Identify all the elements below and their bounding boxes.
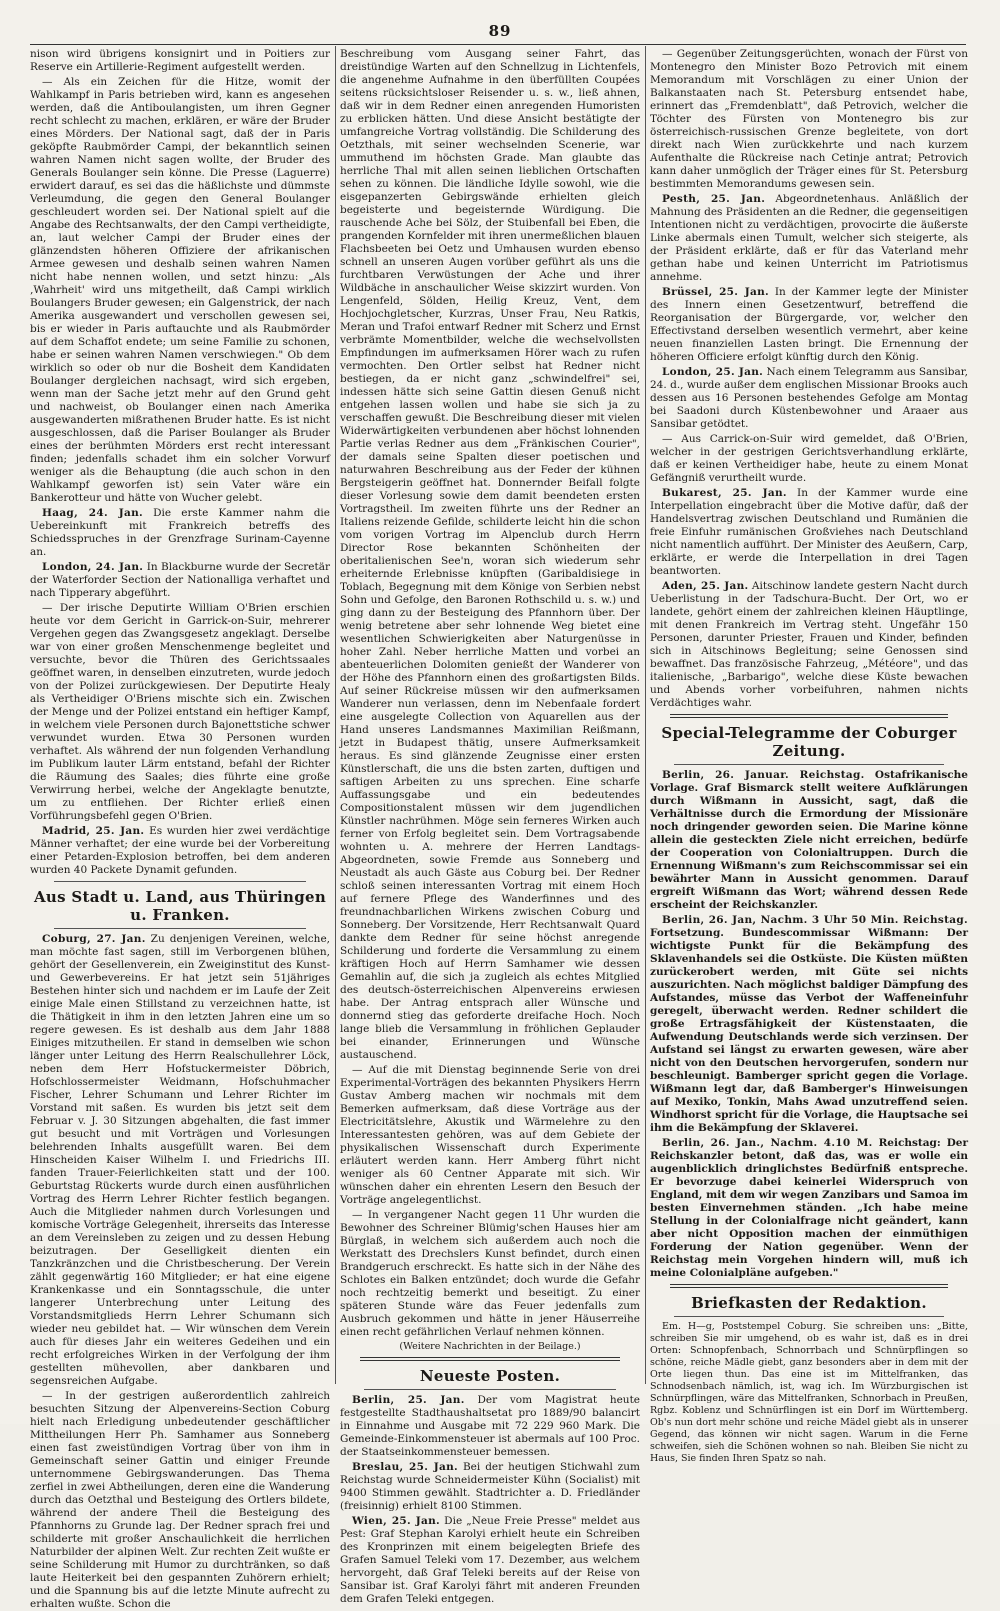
section-rule [54, 928, 306, 929]
dateline: Bukarest, 25. Jan. [662, 487, 787, 499]
dateline: Madrid, 25. Jan. [42, 825, 145, 837]
dateline: Breslau, 25. Jan. [352, 1461, 459, 1473]
news-text: Zu denjenigen Vereinen, welche, man möchte fast sagen, still im Verborgenen blühen, gehört der Gesellenverein, ein Zweiginstitut des Kunst- und Gewerbevereins. Er hat jetzt sein 51jähriges Bestehen hinter sich und nachdem er im Laufe der Zeit einige Male einen Stillstand zu verzeichnen hatte, ist die Thätigkeit in ihm in den letzten Jahren eine um so regere gewesen. Es ist deshalb aus dem Jahr 1888 Einiges mitzutheilen. Er stand in demselben wie schon länger unter Leitung des Herrn Realschullehrer Löck, neben dem Herr Hofstuckermeister Döbrich, Hofschlossermeister Weidmann, Hofschuhmacher Fischer, Lehrer Schumann und Lehrer Richter im Vorstand mit saßen. Es wurden bis jetzt seit dem Februar v. J. 30 Sitzungen abgehalten, die fast immer gut besucht und mit Vorträgen und Vorlesungen belehrenden Inhalts ausgefüllt waren. Bei dem Hinscheiden Kaiser Wilhelm I. und Friedrichs III. fanden Trauer-Feierlichkeiten statt und der 100. Geburtstag Rückerts wurde durch einen ausführlichen Vortrag des Herrn Lehrer Richter festlich begangen. Auch die Mitglieder nahmen durch Vorlesungen und komische Vorträge Gelegenheit, ihrerseits das Interesse an dem Vereinsleben zu zeigen und zu dessen Hebung beizutragen. Der Geselligkeit dienten ein Tanzkränzchen und die Christbescherung. Der Verein zählt gegenwärtig 160 Mitglieder; er hat eine eigene Krankenkasse und ein Sonntagsschule, die unter langerer Unterbrechung unter Leitung des Vorstandsmitglieds Herrn Lehrer Schumann sich wieder neu gebildet hat. — Wir wünschen dem Verein auch für dieses Jahr ein weiteres Gedeihen und ein recht erfolgreiches Wirken in der Verfolgung der ihm gestellten mühevollen, aber dankbaren und segensreichen Aufgabe. [30, 933, 330, 1387]
article-paragraph: nison wird übrigens konsignirt und in Poitiers zur Reserve ein Artillerie-Regiment aufgestellt werden. [30, 48, 330, 73]
news-item [30, 507, 330, 559]
dateline: Berlin, 26. Januar. Reichstag. [662, 769, 865, 781]
section-rule [54, 881, 306, 882]
news-item [340, 1515, 640, 1606]
news-text: In der Kammer wurde eine Interpellation eingebracht über die Motive dafür, daß der Handelsvertrag zwischen Deutschland und Rumänien die freie Einfuhr rumänischen Großviehes nach Deutschland nicht namentlich aufführt. Der Minister des Aeußern, Carp, erklärte, er werde die Interpellation in drei Tagen beantworten. [650, 487, 969, 577]
dateline: Pesth, 25. Jan. [662, 193, 766, 205]
news-text: In Blackburne wurde der Secretär der Waterforder Section der Nationalliga verhaftet und nach Tipperary abgeführt. [30, 561, 330, 599]
dateline: Wien, 25. Jan. [352, 1515, 441, 1527]
section-rule [674, 764, 944, 765]
dateline: Brüssel, 25. Jan. [662, 286, 769, 298]
dateline: Berlin, 25. Jan. [352, 1394, 465, 1406]
column-right [650, 48, 969, 1464]
telegram-item [650, 769, 968, 912]
dateline: Haag, 24. Jan. [42, 507, 143, 519]
news-item [650, 366, 968, 431]
news-item [30, 825, 330, 877]
article-paragraph: — In vergangener Nacht gegen 11 Uhr wurden die Bewohner des Schreiner Blümig'schen Hauses hier am Bürglaß, in welchem sich außerdem auch noch die Werkstatt des Drechslers Kunst befindet, durch einen Brandgeruch erschreckt. Es hatte sich in der Nähe des Schlotes ein Balken entzündet; doch wurde die Gefahr noch rechtzeitig bemerkt und beseitigt. Zu einer späteren Stunde wäre das Feuer jedenfalls zum Ausbruch gekommen und hätte in jener Häuserreihe einen recht gefährlichen Verlauf nehmen können. [340, 1209, 640, 1338]
news-text: Es wurden hier zwei verdächtige Männer verhaftet; der eine wurde bei der Vorbereitung einer Petarden-Explosion betroffen, bei dem anderen wurden 40 Packete Dynamit gefunden. [30, 825, 330, 876]
news-item [30, 933, 330, 1388]
news-item [650, 193, 968, 284]
section-heading: Neueste Posten. [419, 1367, 561, 1385]
telegram-item [650, 1137, 968, 1280]
telegram-text: Fortsetzung. Bundescommissar Wißmann: Der wichtigste Punkt für die Bekämpfung des Sklavenhandels sei die Ostküste. Die Küsten müßten zurückerobert werden, mit Güte sei nichts auszurichten. Nach möglichst baldiger Dämpfung des Aufstandes, müsse das Verbot der Waffeneinfuhr geregelt, überwacht werden. Redner schildert die große Ertragsfähigkeit der Küstenstaaten, die Aufwendung Deutschlands werde sich verzinsen. Der Aufstand sei längst zu erwarten gewesen, wäre aber nicht von den Deutschen hervorgerufen, sondern nur beschleunigt. Bamberger spricht gegen die Vorlage. Wißmann legt dar, daß Bamberger's Hinweisungen auf Mexiko, Tonkin, Mahs Awad unzutreffend seien. Windhorst spricht für die Vorlage, die Hauptsache sei ihm die Bekämpfung der Sklaverei. [650, 927, 968, 1134]
news-item [340, 1394, 640, 1459]
news-text: Abgeordnetenhaus. Anläßlich der Mahnung des Präsidenten an die Redner, die gegenseitigen Intentionen nicht zu verdächtigen, provocirte die äußerste Linke abermals einen Tumult, welcher sich steigerte, als der Präsident erklärte, daß er für das Vaterland mehr gethan habe und keinen Unterricht im Patriotismus annehme. [650, 193, 968, 283]
news-text: Die erste Kammer nahm die Uebereinkunft mit Frankreich betreffs des Schiedsspruches in der Grenzfrage Surinam-Cayenne an. [30, 507, 330, 558]
column-rule [645, 46, 646, 1384]
column-middle [340, 48, 641, 1605]
section-heading: Special-Telegramme der Coburger Zeitung. [661, 724, 957, 760]
dateline: London, 24. Jan. [42, 561, 144, 573]
section-rule [360, 1357, 620, 1361]
news-text: Der vom Magistrat heute festgestellte Stadthaushaltsetat pro 1889/90 balancirt in Einnahme und Ausgabe mit 72 229 960 Mark. Die Gemeinde-Einkommensteuer ist abermals auf 100 Proc. der Staatseinkommensteuer bemessen. [340, 1394, 641, 1458]
section-heading: Aus Stadt u. Land, aus Thüringen u. Franken. [33, 888, 327, 924]
article-paragraph: — Der irische Deputirte William O'Brien erschien heute vor dem Gericht in Garrick-on-Suir, mehrerer Vergehen gegen das Zwangsgesetz angeklagt. Derselbe war von einer großen Menschenmenge begleitet und versuchte, bevor die Thüren des Gerichtssaales geöffnet waren, in denselben einzutreten, wurde jedoch von der Polizei zurückgewiesen. Der Deputirte Healy als Vertheidiger O'Briens mischte sich ein. Zwischen der Menge und der Polizei entstand ein heftiger Kampf, in welchem viele Personen durch Bajonettstiche schwer verwundet wurden. Etwa 30 Personen wurden verhaftet. Als während der nun folgenden Verhandlung im Publikum lauter Lärm entstand, befahl der Richter die Räumung des Saales; dies führte eine große Verwirrung herbei, welche der Angeklagte benutzte, um zu entfliehen. Der Richter erließ einen Vorführungsbefehl gegen O'Brien. [30, 602, 330, 822]
article-paragraph: Beschreibung vom Ausgang seiner Fahrt, das dreistündige Warten auf den Schnellzug in Lichtenfels, die angenehme Aufnahme in den überfüllten Coupées seitens rücksichtsloser Reisender u. s. w., ließ ahnen, daß wir in dem Redner einen anregenden Humoristen zu erblicken hätten. Und diese Ansicht bestätigte der umfangreiche Vortrag vollständig. Die Schilderung des Oetzthals, mit seiner wechselnden Scenerie, war ummuthend im höchsten Grade. Man glaubte das herrliche Thal mit allen seinen lieblichen Ortschaften sehen zu können. Die ländliche Idylle sowohl, wie die eisgepanzerten Gebirgswände erhielten gleich begeisterte und begeisternde Würdigung. Die rauschende Ache bei Sölz, der Stuibenfall bei Eben, die prangenden Kornfelder mit ihren unermeßlichen blauen Flachsbeeten bei Oetz und Umhausen wurden ebenso schnell an unseren Augen vorüber geführt als uns die furchtbaren Verwüstungen der Ache und ihrer Wildbäche in anschaulicher Weise skizzirt wurden. Von Lengenfeld, Sölden, Heilig Kreuz, Vent, dem Hochjochgletscher, Kurzras, Unser Frau, Neu Ratkis, Meran und Trafoi entwarf Redner mit Scherz und Ernst verbrämte Momentbilder, welche die wechselvollsten Empfindungen im aufmerksamen Hörer wach zu rufen vermochten. Den Ortler selbst hat Redner nicht bestiegen, da er nicht ganz „schwindelfrei" sei, indessen hätte sich seine Gattin diesen Genuß nicht entgehen lassen wollen und habe sie sich ja zu verschaffen gewußt. Die Beschreibung dieser mit vielen Widerwärtigkeiten verbundenen aber höchst lohnenden Partie verlas Redner aus dem „Fränkischen Courier", der damals seine Spalten dieser poetischen und naturwahren Beschreibung aus der Feder der kühnen Bergsteigerin geöffnet hat. Donnernder Beifall folgte dieser Vorlesung sowie dem damit beendeten ersten Vortragstheil. Im zweiten führte uns der Redner an Italiens reizende Gefilde, schilderte leicht hin die schon vom vorigen Vortrag im Alpenclub durch Herrn Director Rose bekannten Schönheiten der oberitalienischen See'n, woran sich wiederum sehr erheiternde Erlebnisse knüpften (Garibaldisiege in Toblach, Begegnung mit dem Könige von Serbien nebst Sohn und Gefolge, den Baronen Rothschild u. s. w.) und ging dann zu der Besteigung des Pfannhorn über. Der wenig betretene aber sehr lohnende Weg bietet eine wesentlichen Schwierigkeiten aber Naturgenüsse in hoher Zahl. Neber herrliche Matten und vorbei an abenteuerlichen Dolomiten genießt der Wanderer von der Höhe des Pfannhorn einen des großartigsten Bilds. Auf seiner Rückreise müssen wir den aufmerksamen Wanderer nun verlassen, denn im Nebenfaale fordert eine ausgelegte Collection von Aquarellen aus der Hand unseres Landsmannes Maximilian Reißmann, jetzt in Budapest thätig, unsere Aufmerksamkeit heraus. Es sind glänzende Zeugnisse einer ersten Künstlerschaft, die uns die bsten zarten, duftigen und saftigen Arbeiten zu uns sprechen. Eine scharfe Auffassungsgabe und ein bedeutendes Compositionstalent müssen wir dem jugendlichen Künstler nachrühmen. Möge sein ferneres Wirken auch ferner von Erfolg begleitet sein. Dem Vortragsabende wohnten u. A. mehrere der Herren Landtags-Abgeordneten, sowie Fremde aus Sonneberg und Neustadt als auch Gäste aus Coburg bei. Der Redner schloß seinen interessanten Vortrag mit einem Hoch auf fernere Pflege des Wanderfinnes und des freundnachbarlichen Wirkens zwischen Coburg und Sonneberg. Der Vorsitzende, Herr Rechtsanwalt Quard dankte dem Redner für seine höchst anregende Schilderung und forderte die Versammlung zu einem kräftigen Hoch auf Herrn Samhamer wie dessen Gemahlin auf, die sich ja zugleich als echtes Mitglied des deutsch-österreichischen Alpenvereins erwiesen habe. Der Antrag entsprach aller Wünsche und donnernd stieg das geforderte dreifache Hoch. Noch lange blieb die Versammlung in fröhlichen Geplauder bei einander, Erinnerungen und Wünsche austauschend. [340, 48, 640, 1061]
page-number: 89 [488, 22, 512, 40]
article-paragraph: — Als ein Zeichen für die Hitze, womit der Wahlkampf in Paris betrieben wird, kann es angesehen werden, daß die Antiboulangisten, um ihren Gegner recht schlecht zu machen, erklären, er wäre der Bruder eines Mörders. Der National sagt, daß der in Paris geköpfte Raubmörder Campi, der bekanntlich seinen wahren Namen nicht sagen wollte, der Bruder des Generals Boulanger sein könne. Die Presse (Laguerre) erwidert darauf, es sei das die häßlichste und dümmste Verleumdung, die gegen den General Boulanger geschleudert worden sei. Der National spielt auf die Angabe des Rechtsanwalts, der den Campi vertheidigte, an, laut welcher Campi der Bruder eines der glänzendsten höheren Offiziere der afrikanischen Armee gewesen und deshalb seinen wahren Namen nicht habe nennen wollen, und setzt hinzu: „Als ‚Wahrheit' wird uns mitgetheilt, daß Campi wirklich Boulangers Bruder gewesen; ein Galgenstrick, der nach Amerika ausgewandert und verschollen gewesen sei, bis er wieder in Paris auftauchte und als Raubmörder auf dem Schaffot endete; um seine Familie zu schonen, habe er seinen wahren Namen verschwiegen." Ob dem wirklich so oder ob nur die Bosheit dem Kandidaten Boulanger dergleichen nachsagt, wird sich ergeben, wenn man der Sache jetzt mehr auf den Grund geht und nachweist, ob Boulanger einen nach Amerika ausgewanderten mißrathenen Bruder hatte. Es ist nicht ausgeschlossen, daß die Pariser Boulanger als Bruder eines der berühmten Mörders erst recht interessant finden; jedenfalls schadet ihm ein solcher Vorwurf weniger als die Behauptung (die auch schon in den Wahlkampf geworfen ist) sein Vater wäre ein Bankerotteur und hätte von Wucher gelebt. [30, 76, 330, 504]
section-rule [670, 714, 948, 718]
continuation-note: (Weitere Nachrichten in der Beilage.) [399, 1341, 581, 1352]
news-text: Nach einem Telegramm aus Sansibar, 24. d., wurde außer dem englischen Missionar Brooks auch dessen aus 16 Personen bestehendes Gefolge am Montag bei Saadoni durch Küstenbewohner und Araaer aus Sansibar getödtet. [650, 366, 968, 430]
header-rule [30, 44, 966, 45]
telegram-item [650, 914, 968, 1135]
dateline: Coburg, 27. Jan. [42, 933, 146, 945]
article-paragraph: — In der gestrigen außerordentlich zahlreich besuchten Sitzung der Alpenvereins-Section Coburg hielt nach Erledigung unbedeutender geschäftlicher Mittheilungen Herr Ph. Samhamer aus Sonneberg einen fast zweistündigen Vortrag über von ihm in Gemeinschaft seiner Gattin und einiger Freunde unternommene Gebirgswanderungen. Das Thema zerfiel in zwei Abtheilungen, deren eine die Wanderung durch das Oetzthal und Besteigung des Ortlers bildete, während der andere Theil die Besteigung des Pfannhorns zu Grunde lag. Der Redner sprach frei und schilderte mit großer Anschaulichkeit die herrlichen Naturbilder der alpinen Welt. Zur rechten Zeit wußte er seine Schilderung mit Humor zu durchtränken, so daß laute Heiterkeit bei den gespannten Zuhörern erhielt; und die Spannung bis auf die letzte Minute aufrecht zu erhalten wußte. Schon die [30, 1390, 330, 1610]
letterbox-item: Em. H—g, Poststempel Coburg. Sie schreiben uns: „Bitte, schreiben Sie mir umgehend, ob es wahr ist, daß es in drei Orten: Schnopfenbach, Schnorrbach und Schnürpflingen so schöne, reiche Mädle giebt, ganz besonders aber in dem mit der Orte liegen thun. Das eine ist im Mittelfranken, das Schnodsenbach nämlich, ist, wag ich. Im Würzburgischen ist Schnürpflingen, wäre das Mittelfranken, Schnorbach in Preußen, Rgbz. Koblenz und Schnürflingen ist ein Dorf im Württemberg. Ob's nun dort mehr schöne und reiche Mädel giebt als in unserer Gegend, das können wir nicht sagen. Warum in die Ferne schweifen, sieh die Schönen wohnen so nah. Bleiben Sie nicht zu Haus, Sie finden Ihren Spatz so nah. [650, 1321, 968, 1464]
section-rule [674, 1316, 944, 1317]
dateline: Berlin, 26. Jan., Nachm. 4.10 M. [662, 1137, 873, 1149]
section-rule [364, 1389, 616, 1390]
news-item [340, 1461, 640, 1513]
column-rule [335, 46, 336, 1384]
telegram-text: Reichstag: Der Reichskanzler betont, daß das, was er wolle ein augenblicklich dringlichstes Bedürfniß entspreche. Er bevorzuge dabei keinerlei Widerspruch von England, mit dem wir wegen Zanzibars und Samoa im besten Einvernehmen ständen. „Ich habe meine Stellung in der Colonialfrage nicht geändert, kann aber nicht Opposition machen der einmüthigen Forderung der Nation gegenüber. Wenn der Reichstag mein Vorgehen hindern will, muß ich meine Colonialpläne aufgeben." [650, 1137, 969, 1279]
news-item [650, 487, 968, 578]
article-paragraph: — Auf die mit Dienstag beginnende Serie von drei Experimental-Vorträgen des bekannten Physikers Herrn Gustav Amberg machen wir nochmals mit dem Bemerken aufmerksam, daß diese Vorträge aus der Electricitätslehre, Akustik und Wärmelehre zu den Interessantesten gehören, was auf dem Gebiete der physikalischen Wissenschaft durch Experimente erläutert werden kann. Herr Amberg führt nicht weniger als 60 Centner Apparate mit sich. Wir wünschen daher ein ehrenten Lesern den Besuch der Vorträge angelegentlichst. [340, 1064, 640, 1206]
dateline: London, 25. Jan. [662, 366, 764, 378]
news-text: In der Kammer legte der Minister des Innern einen Gesetzentwurf, betreffend die Reorganisation der Bürgergarde, vor, welcher den Effectivstand derselben wesentlich vermehrt, aber keine neuen finanziellen Lasten bringt. Die Ernennung der höheren Officiere erfolgt künftig durch den König. [650, 286, 968, 363]
news-item [650, 580, 968, 710]
section-heading: Briefkasten der Redaktion. [691, 1294, 927, 1312]
news-item [650, 286, 968, 364]
dateline: Aden, 25. Jan. [662, 580, 749, 592]
article-paragraph: — Gegenüber Zeitungsgerüchten, wonach der Fürst von Montenegro den Minister Bozo Petrovich mit einem Memorandum mit Vorschlägen zu einer Union der Balkanstaaten nach St. Petersburg entsendet habe, erinnert das „Fremdenblatt", daß Petrovich, welcher die Töchter des Fürsten von Montenegro bis zur österreichisch-russischen Grenze begleitete, von dort direkt nach Wien zurückkehrte und nach kurzem Aufenthalte die Rückreise nach Cetinje antrat; Petrovich kann daher unmöglich der Träger eines für St. Petersburg bestimmten Memorandums gewesen sein. [650, 48, 968, 190]
telegram-text: Ostafrikanische Vorlage. Graf Bismarck stellt weitere Aufklärungen durch Wißmann in Aussicht, sagt, daß die Verhältnisse durch die Ermordung der Missionäre noch dringender geworden seien. Die Marine könne allein die gesteckten Ziele nicht erreichen, bedürfe der Cooperation von Colonialtruppen. Durch die Ernennung Wißmann's zum Reichscommissar sei ein bewährter Mann in Aussicht genommen. Darauf ergreift Wißmann das Wort; während dessen Rede erscheint der Reichskanzler. [650, 769, 968, 911]
news-text: Aitschinow landete gestern Nacht durch Ueberlistung in der Tadschura-Bucht. Der Ort, wo er landete, gehört einem der zahlreichen kleinen Häuptlinge, mit denen Frankreich im Vertrag steht. Ungefähr 150 Personen, darunter Priester, Frauen und Kinder, befinden sich in Aitschinows Begleitung; seine Genossen sind bewaffnet. Das französische Fahrzeug, „Météore", und das italienische, „Barbarigo", welche diese Küste bewachen und Abends vorher vorbeifuhren, nahmen nichts Verdächtiges wahr. [650, 580, 968, 709]
news-text: Die „Neue Freie Presse" meldet aus Pest: Graf Stephan Karolyi erhielt heute ein Schreiben des Kronprinzen mit einem beigelegten Briefe des Grafen Samuel Teleki vom 17. Dezember, aus welchem hervorgeht, daß Graf Teleki bereits auf der Reise von Sansibar ist. Graf Karolyi fährt mit anderen Freunden dem Grafen Teleki entgegen. [340, 1515, 640, 1605]
article-paragraph: — Aus Carrick-on-Suir wird gemeldet, daß O'Brien, welcher in der gestrigen Gerichtsverhandlung erklärte, daß er keinen Vertheidiger habe, heute zu einem Monat Gefängniß verurtheilt wurde. [650, 433, 968, 484]
news-text: Bei der heutigen Stichwahl zum Reichstag wurde Schneidermeister Kühn (Socialist) mit 9400 Stimmen gewählt. Stadtrichter a. D. Friedländer (freisinnig) erhielt 8100 Stimmen. [340, 1461, 641, 1512]
section-rule [670, 1284, 948, 1288]
column-left [30, 48, 330, 1610]
news-item [30, 561, 330, 600]
dateline: Berlin, 26. Jan, Nachm. 3 Uhr 50 Min. Reichstag. [662, 914, 968, 926]
